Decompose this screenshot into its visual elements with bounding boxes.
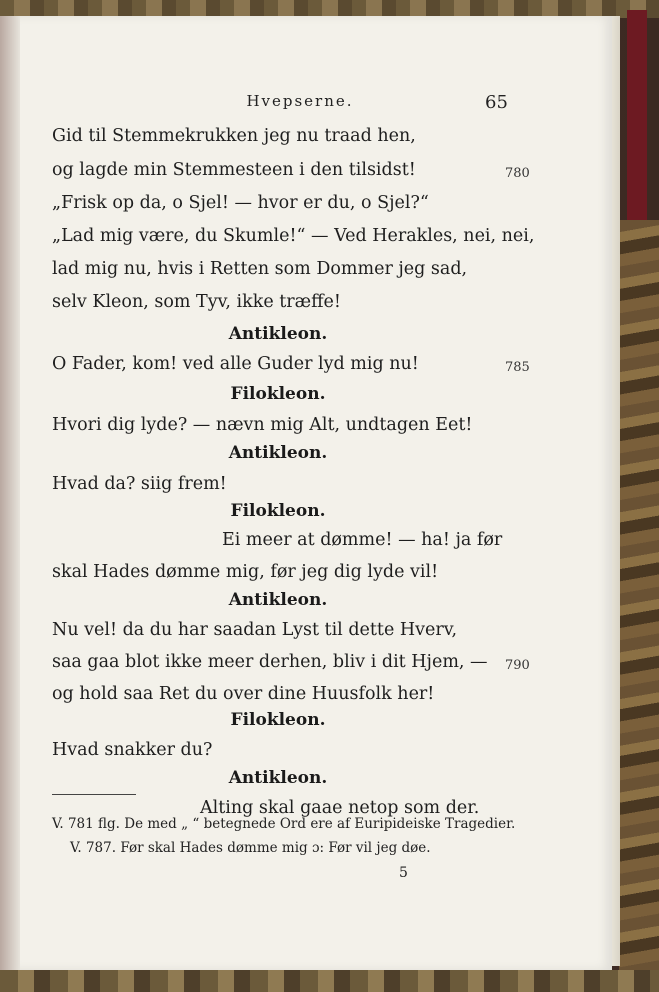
signature-mark: 5 [399, 865, 408, 881]
speaker-name: Filokleon. [230, 710, 326, 730]
speaker-name: Filokleon. [230, 501, 326, 521]
speaker-name: Antikleon. [228, 768, 328, 788]
verse-line: selv Kleon, som Tyv, ikke træffe! [52, 292, 341, 312]
speaker-name: Antikleon. [228, 590, 328, 610]
verse-line: og hold saa Ret du over dine Huusfolk her! [52, 684, 435, 704]
verse-line: saa gaa blot ikke meer derhen, bliv i dit Hjem, — [52, 652, 488, 672]
page-number: 65 [485, 92, 508, 113]
page-gutter [0, 16, 20, 970]
verse-line: O Fader, kom! ved alle Guder lyd mig nu! [52, 354, 419, 374]
running-header: Hvepserne. [246, 92, 354, 110]
verse-line: Hvad snakker du? [52, 740, 213, 760]
verse-line: skal Hades dømme mig, før jeg dig lyde vil! [52, 562, 439, 582]
speaker-name: Filokleon. [230, 384, 326, 404]
marbled-cover [619, 220, 659, 980]
footnote-rule [52, 794, 136, 795]
verse-line: Nu vel! da du har saadan Lyst til dette Hverv, [52, 620, 458, 640]
line-number: 780 [505, 166, 530, 181]
verse-line: Gid til Stemmekrukken jeg nu traad hen, [52, 126, 416, 146]
verse-line: „Lad mig være, du Skumle!“ — Ved Herakles, nei, nei, [52, 226, 535, 246]
verse-line: Alting skal gaae netop som der. [200, 798, 480, 818]
binding-bottom-band [0, 970, 659, 992]
verse-line: Hvori dig lyde? — nævn mig Alt, undtagen Eet! [52, 415, 473, 435]
footnote: V. 781 flg. De med „ “ betegnede Ord ere af Euripideiske Tragedier. [52, 816, 516, 832]
verse-line: Hvad da? siig frem! [52, 474, 227, 494]
verse-line: og lagde min Stemmesteen i den tilsidst! [52, 160, 416, 180]
line-number: 785 [505, 360, 530, 375]
verse-line: lad mig nu, hvis i Retten som Dommer jeg sad, [52, 259, 468, 279]
footnote: V. 787. Før skal Hades dømme mig ɔ: Før vil jeg døe. [70, 840, 431, 856]
speaker-name: Antikleon. [228, 324, 328, 344]
speaker-name: Antikleon. [228, 443, 328, 463]
verse-line: Ei meer at dømme! — ha! ja før [222, 530, 503, 550]
verse-line: „Frisk op da, o Sjel! — hvor er du, o Sjel?“ [52, 193, 429, 213]
line-number: 790 [505, 658, 530, 673]
page-edge [612, 16, 620, 966]
